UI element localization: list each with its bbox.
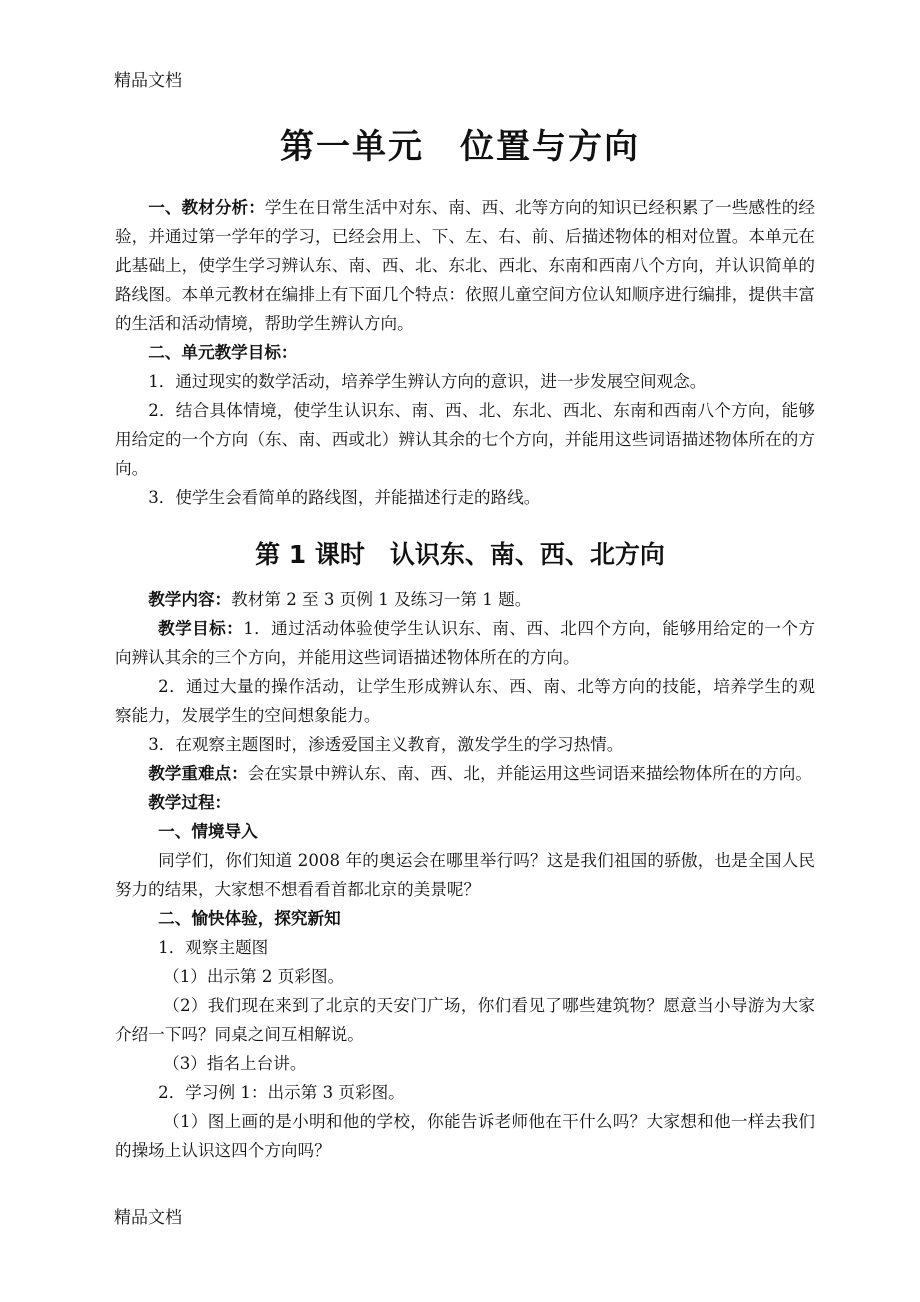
step-1-a: （1）出示第 2 页彩图。 bbox=[163, 967, 345, 986]
step-1-b: （2）我们现在来到了北京的天安门广场，你们看见了哪些建筑物？愿意当小导游为大家介绍一下吗？同桌之间互相解说。 bbox=[115, 996, 815, 1044]
section-1-text: 同学们，你们知道 2008 年的奥运会在哪里举行吗？这是我们祖国的骄傲，也是全国人民努力的结果，大家想不想看看首都北京的美景呢？ bbox=[115, 851, 815, 899]
unit-section bbox=[115, 193, 815, 512]
section-1-label: 一、情境导入 bbox=[158, 822, 258, 841]
page-footer: 精品文档 bbox=[114, 1208, 182, 1228]
content-label: 教学内容： bbox=[148, 590, 232, 609]
lesson-goal-1-text: 1．通过活动体验使学生认识东、南、西、北四个方向，能够用给定的一个方向辨认其余的三个方向，并能用这些词语描述物体所在的方向。 bbox=[115, 619, 816, 667]
unit-goals-label: 二、单元教学目标： bbox=[148, 343, 298, 362]
unit-goal-3: 3．使学生会看简单的路线图，并能描述行走的路线。 bbox=[148, 488, 541, 507]
section-2-label: 二、愉快体验，探究新知 bbox=[158, 909, 341, 928]
page-header: 精品文档 bbox=[114, 71, 182, 91]
content-text: 教材第 2 至 3 页例 1 及练习一第 1 题。 bbox=[231, 590, 532, 609]
unit-goal-2: 2．结合具体情境，使学生认识东、南、西、北、东北、西北、东南和西南八个方向，能够用给定的一个方向（东、南、西或北）辨认其余的七个方向，并能用这些词语描述物体所在的方向。 bbox=[115, 401, 815, 478]
lesson-title: 第 1 课时 认识东、南、西、北方向 bbox=[255, 540, 665, 569]
lesson-goals-label: 教学目标： bbox=[158, 619, 244, 638]
lesson-goal-1 bbox=[115, 614, 815, 672]
key-points bbox=[115, 759, 815, 788]
key-text: 会在实景中辨认东、南、西、北，并能运用这些词语来描绘物体所在的方向。 bbox=[247, 764, 812, 783]
step-2: 2．学习例 1：出示第 3 页彩图。 bbox=[158, 1083, 405, 1102]
analysis-label: 一、教材分析： bbox=[148, 198, 265, 217]
key-label: 教学重难点： bbox=[148, 764, 248, 783]
analysis-text: 学生在日常生活中对东、南、西、北等方向的知识已经积累了一些感性的经验，并通过第一学年的学习，已经会用上、下、左、右、前、后描述物体的相对位置。本单元在此基础上，使学生学习辨认东、南、西、北、东北、西北、东南和西南八个方向，并认识简单的路线图。本单元教材在编排上有下面几个特点：依照儿童空间方位认知顺序进行编排，提供丰富的生活和活动情境，帮助学生辨认方向。 bbox=[115, 198, 816, 333]
analysis-paragraph bbox=[115, 193, 815, 338]
step-1: 1．观察主题图 bbox=[158, 938, 269, 957]
process-label: 教学过程： bbox=[148, 793, 232, 812]
lesson-section bbox=[115, 585, 815, 1165]
unit-title: 第一单元 位置与方向 bbox=[280, 127, 640, 167]
step-1-c: （3）指名上台讲。 bbox=[163, 1054, 307, 1073]
unit-goal-1: 1．通过现实的数学活动，培养学生辨认方向的意识，进一步发展空间观念。 bbox=[148, 372, 707, 391]
lesson-content bbox=[115, 585, 815, 614]
lesson-goal-2: 2．通过大量的操作活动，让学生形成辨认东、西、南、北等方向的技能，培养学生的观察能力，发展学生的空间想象能力。 bbox=[115, 677, 815, 725]
lesson-goal-3: 3．在观察主题图时，渗透爱国主义教育，激发学生的学习热情。 bbox=[148, 735, 624, 754]
step-2-a: （1）图上画的是小明和他的学校，你能告诉老师他在干什么吗？大家想和他一样去我们的操场上认识这四个方向吗？ bbox=[115, 1112, 815, 1160]
